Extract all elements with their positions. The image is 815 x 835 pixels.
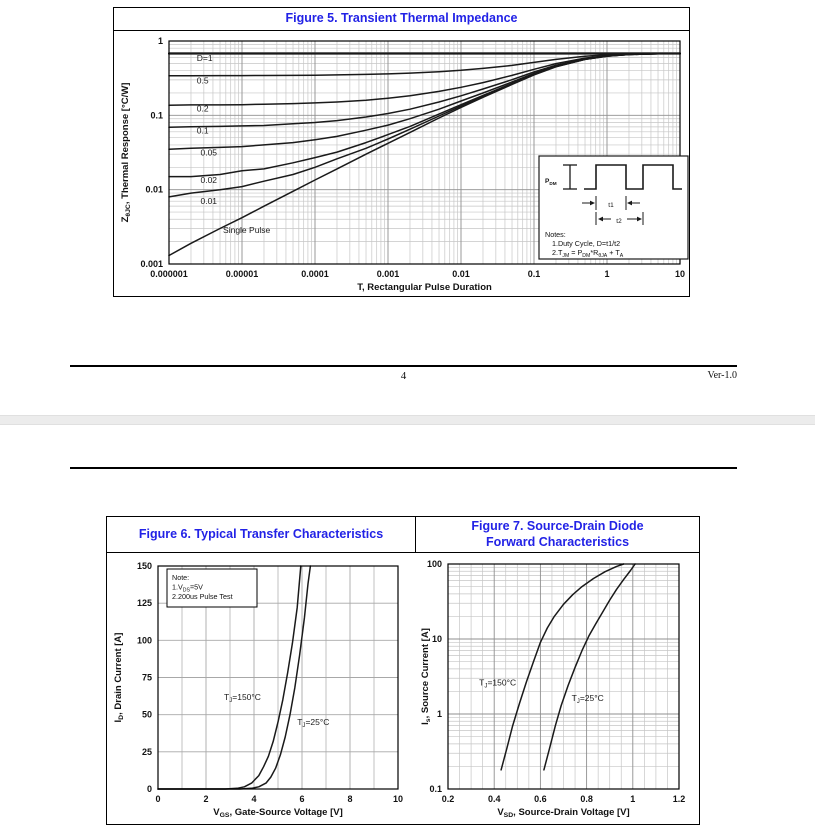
svg-text:150: 150 [136,561,152,571]
svg-text:TJ=150°C: $T_J=150^\circ C$ [479,677,517,690]
svg-text:VSD, Source-Drain Voltage [V]: $V_{SD}$, Source-Drain Voltage [V] [497,807,630,819]
svg-text:VGS, Gate-Source Voltage [V]: $V_{GS}$, Gate-Source Voltage [V] [213,807,343,819]
svg-text:0: 0 [146,784,152,794]
svg-text:100: 100 [136,635,152,646]
figure7-chart [416,553,701,824]
svg-text:1.2: 1.2 [672,794,686,804]
svg-text:1: 1 [604,269,610,279]
svg-text:0.05: 0.05 [200,147,218,158]
svg-text:PDM: $P_{DM}$ [545,178,557,186]
svg-text:TJ=25°C: $T_J=25^\circ C$ [297,717,330,730]
svg-text:TJ=150°C: $T_J=150^\circ C$ [224,691,261,704]
svg-text:0.1: 0.1 [196,125,209,136]
svg-text:t2: t2 [616,218,622,225]
svg-text:125: 125 [136,598,152,609]
svg-text:ID, Drain Current [A]: $I_D$, Drain Current [A] [113,632,125,723]
svg-text:0.1: 0.1 [527,269,541,279]
svg-text:0.00001: 0.00001 [225,269,259,279]
svg-text:TJ=25°C: $T_J=25^\circ C$ [571,692,604,705]
svg-text:1.VDS=5V: $1.V_{DS}=5V$ [172,582,203,594]
svg-text:ZθJC, Thermal Response [°C/W]: $Z_{\theta JC}$, Thermal Response [°C/W] [120,82,132,223]
version-label: Ver-1.0 [707,370,737,381]
svg-text:0.2: 0.2 [196,103,209,114]
figure7-title: Figure 7. Source-Drain Diode Forward Characteristics [471,518,644,549]
page2-header-rule [70,467,737,469]
svg-text:2: 2 [203,794,209,804]
svg-text:Note:: Note: [172,573,190,582]
svg-text:0.02: 0.02 [200,175,218,186]
svg-text:Is, Source Current [A]: $I_s$, Source Current [A] [420,628,432,725]
svg-text:75: 75 [141,672,152,683]
figure6-chart [107,553,415,824]
figure6-title: Figure 6. Typical Transfer Characteristics [107,517,416,552]
svg-text:10: 10 [392,794,404,804]
svg-text:0.5: 0.5 [196,75,209,86]
svg-text:T, Rectangular Pulse Duration: T, Rectangular Pulse Duration [357,282,492,293]
svg-text:4: 4 [251,794,257,804]
svg-text:1: 1 [157,36,163,46]
svg-text:1: 1 [630,794,636,804]
svg-text:2.200us Pulse Test: 2.200us Pulse Test [172,592,233,601]
svg-text:0.001: 0.001 [376,269,400,279]
footer-rule [70,365,737,367]
svg-text:0.001: 0.001 [140,259,163,269]
svg-text:0: 0 [155,794,161,804]
svg-text:0.8: 0.8 [580,794,593,804]
svg-text:0.4: 0.4 [487,794,501,804]
svg-text:100: 100 [426,559,442,569]
svg-text:25: 25 [141,746,152,757]
svg-text:1: 1 [436,709,442,719]
svg-text:0.1: 0.1 [429,784,442,794]
svg-text:8: 8 [347,794,353,804]
svg-text:50: 50 [141,709,152,720]
page-separator [0,415,815,425]
svg-text:2.TJM = PDM*RθJA + TA: $2.T_{JM} = P_{DM}*R_{\theta JA} + T_A$ [552,248,624,259]
figures6-7-box [106,516,700,825]
svg-text:0.1: 0.1 [150,110,163,121]
svg-text:0.0001: 0.0001 [301,269,329,279]
svg-text:10: 10 [674,269,686,279]
svg-text:D=1: D=1 [196,52,213,63]
svg-text:t1: t1 [608,202,614,209]
figure-title-row [107,517,699,553]
svg-text:6: 6 [299,794,305,804]
page-number: 4 [400,370,407,382]
figure5-chart [114,31,689,296]
svg-text:0.01: 0.01 [200,196,218,207]
svg-text:Notes:: Notes: [545,230,566,239]
svg-text:1.Duty Cycle, D=t1/t2: 1.Duty Cycle, D=t1/t2 [552,239,621,248]
svg-text:Single Pulse: Single Pulse [223,225,271,236]
figure5-box [113,7,690,297]
svg-text:10: 10 [431,634,442,644]
svg-text:0.01: 0.01 [145,184,163,195]
svg-text:0.2: 0.2 [441,794,455,804]
svg-text:0.000001: 0.000001 [150,269,188,279]
figure5-title: Figure 5. Transient Thermal Impedance [114,8,689,31]
svg-text:0.01: 0.01 [452,269,470,279]
svg-text:0.6: 0.6 [534,794,547,804]
